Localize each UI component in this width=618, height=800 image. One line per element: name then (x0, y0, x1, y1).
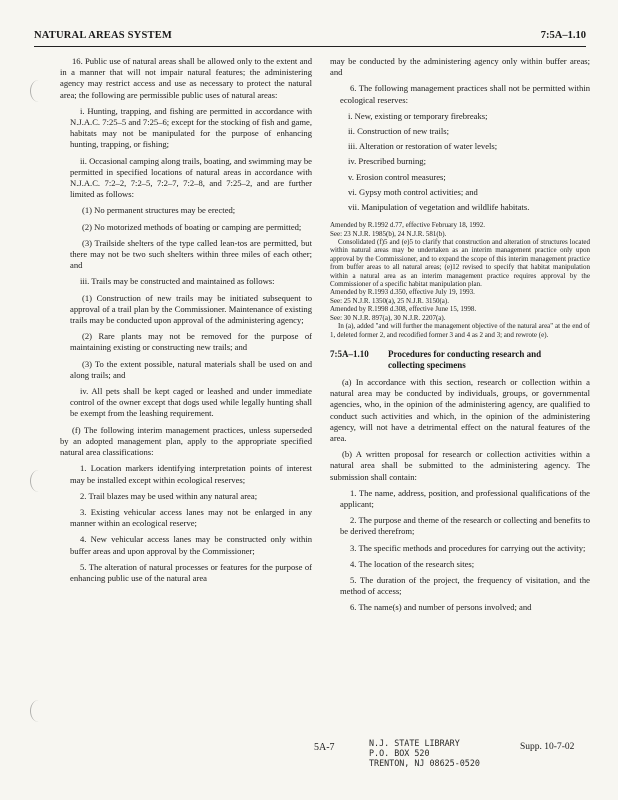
list-item: iii. Alteration or restoration of water levels; (348, 141, 498, 152)
right-column (330, 56, 590, 619)
paragraph: 1. Location markers identifying interpretation points of interest may be installed except within ecological reserves; (70, 463, 312, 485)
list-item: iv. Prescribed burning; (348, 156, 426, 167)
list-item: vii. Manipulation of vegetation and wildlife habitats. (348, 202, 530, 213)
paragraph: 4. New vehicular access lanes may be constructed only within buffer areas and upon approval by the Commissioner; (70, 534, 312, 556)
paragraph: 5. The duration of the project, the frequency of visitation, and the method of access; (340, 574, 590, 597)
paragraph: 5. The alteration of natural processes or features for the purpose of enhancing public use of the natural area (70, 561, 312, 583)
paragraph: (b) A written proposal for research or collection activities within a natural area shall be submitted to the administering agency. The submission shall contain: (330, 449, 590, 482)
paragraph: 2. Trail blazes may be used within any natural area; (80, 490, 258, 501)
section-body (330, 377, 590, 614)
header-rule (34, 46, 586, 47)
list-item: v. Erosion control measures; (348, 171, 446, 182)
paragraph: i. Hunting, trapping, and fishing are permitted in accordance with N.J.A.C. 7:25–5 and 7:25–6; except for the stocking of fish and game, habitats may not be manipulated for the purpose of enhancing hunting, trapping, or fishing; (70, 105, 312, 150)
history-note (330, 221, 590, 339)
paragraph: 6. The following management practices shall not be permitted within ecological reserves: (340, 83, 590, 105)
paragraph: iii. Trails may be constructed and maintained as follows: (80, 276, 275, 287)
left-column (60, 56, 312, 589)
paragraph: may be conducted by the administering agency only within buffer areas; and (330, 56, 590, 78)
paragraph: 3. Existing vehicular access lanes may not be enlarged in any manner within an ecological reserve; (70, 506, 312, 529)
scan-margin-mark (30, 80, 47, 102)
section-title: Procedures for conducting research and collecting specimens (388, 348, 542, 370)
paragraph: ii. Occasional camping along trails, boating, and swimming may be permitted in specified locations of natural areas in accordance with N.J.A.C. 7:2–2, 7:2–5, 7:2–7, 7:2–8, and 7:25–2, and are further limited as follows: (70, 155, 312, 200)
library-stamp (369, 738, 480, 768)
scan-margin-mark (30, 700, 47, 722)
list-item: ii. Construction of new trails; (348, 126, 449, 137)
paragraph: (f) The following interim management practices, unless superseded by an adopted management plan, apply to the appropriate specified natural area classifications: (60, 424, 312, 458)
paragraph: 6. The name(s) and number of persons involved; and (350, 602, 532, 613)
paragraph: (1) Construction of new trails may be initiated subsequent to approval of a trail plan by the Commissioner. Maintenance of existing trails may be conducted upon approval of the administering agency; (70, 292, 312, 326)
stamp-line: N.J. STATE LIBRARY (369, 738, 460, 748)
header-title: NATURAL AREAS SYSTEM (34, 30, 173, 41)
list-item: vi. Gypsy moth control activities; and (348, 186, 478, 197)
page-number: 5A-7 (314, 742, 335, 753)
stamp-line: TRENTON, NJ 08625-0520 (369, 758, 480, 768)
paragraph: 4. The location of the research sites; (350, 558, 475, 569)
scan-margin-mark (30, 470, 47, 492)
section-number: 7:5A–1.10 (330, 348, 369, 359)
prohibited-practices-list (330, 111, 590, 213)
history-line: Amended by R.1993 d.350, effective July 19, 1993. (330, 288, 475, 297)
history-line: Consolidated (f)5 and (e)5 to clarify that construction and alteration of structures located within natural areas may be undertaken as an interim management practice only upon approval by the Commissioner, and to expand the scope of this interim management practice from buffer areas to all natural areas; (e)12 revised to specify that habitat manipulation within a natural area as an interim management practice requires approval by the Commissioner of a specific habitat manipulation plan. (330, 238, 590, 289)
paragraph: (a) In accordance with this section, research or collection within a natural area may be conducted by individuals, groups, or governmental agencies, who, in the opinion of the administering agency, are qualified to conduct such activities and which, in the opinion of the administering agency, will not have a detrimental effect on the natural features of the area. (330, 376, 590, 443)
paragraph: 1. The name, address, position, and professional qualifications of the applicant; (340, 487, 590, 509)
paragraph: (3) Trailside shelters of the type called lean-tos are permitted, but there may not be two such shelters within three miles of each other; and (70, 237, 312, 271)
history-line: See: 30 N.J.R. 897(a), 30 N.J.R. 2207(a). (330, 313, 446, 322)
paragraph: (2) Rare plants may not be removed for the purpose of maintaining existing or constructing new trails; and (70, 331, 312, 353)
header-section-number: 7:5A–1.10 (540, 30, 586, 41)
list-item: i. New, existing or temporary firebreaks; (348, 110, 488, 121)
paragraph: 16. Public use of natural areas shall be allowed only to the extent and in a manner that will not impair natural features; the administering agency may restrict access and use as necessary to protect the natural area; the following are permissible public uses of natural areas: (60, 56, 312, 100)
stamp-line: P.O. BOX 520 (369, 748, 430, 758)
history-line: See: 25 N.J.R. 1350(a), 25 N.J.R. 3150(a). (330, 296, 449, 305)
supplement-date: Supp. 10-7-02 (520, 742, 575, 752)
paragraph: (2) No motorized methods of boating or camping are permitted; (82, 221, 302, 232)
running-header (34, 30, 586, 46)
paragraph: (1) No permanent structures may be erected; (82, 205, 236, 216)
history-line: See: 23 N.J.R. 1985(b), 24 N.J.R. 581(b). (330, 229, 447, 238)
paragraph: (3) To the extent possible, natural materials shall be used on and along trails; and (70, 358, 312, 380)
history-line: In (a), added "and will further the management objective of the natural area" at the end of 1, deleted former 2, and recodified former 3 and 4 as 2 and 3; and rewrote (e). (330, 322, 590, 339)
continued-text (330, 56, 590, 106)
history-line: Amended by R.1998 d.308, effective June 15, 1998. (330, 305, 477, 314)
paragraph: iv. All pets shall be kept caged or leashed and under immediate control of the owner except that dogs used while legally hunting shall be exempt from the leashing requirement. (70, 386, 312, 419)
section-heading (330, 349, 590, 371)
paragraph: 3. The specific methods and procedures for carrying out the activity; (350, 542, 586, 553)
history-line: Amended by R.1992 d.77, effective February 18, 1992. (330, 221, 486, 230)
paragraph: 2. The purpose and theme of the research or collecting and benefits to be derived therefrom; (340, 515, 590, 537)
